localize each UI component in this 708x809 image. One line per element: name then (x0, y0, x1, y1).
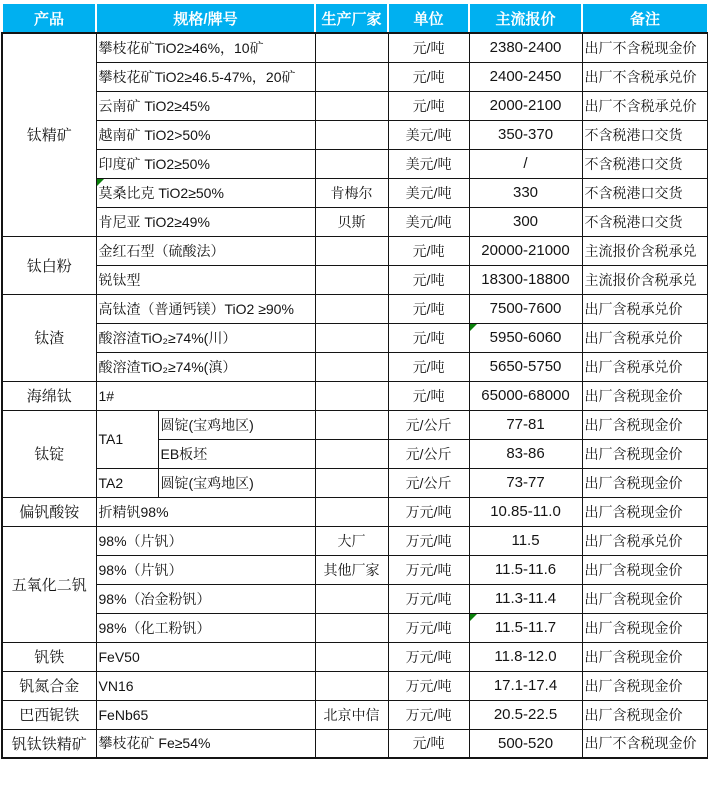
unit-cell: 元/吨 (388, 33, 469, 62)
table-row (2, 700, 708, 729)
price-cell: 5650-5750 (469, 352, 582, 381)
table-row (2, 91, 708, 120)
remark-cell: 出厂含税现金价 (582, 439, 708, 468)
price-text: 11.5-11.7 (494, 619, 557, 636)
table-row (2, 178, 708, 207)
col-header-product: 产品 (2, 3, 96, 33)
price-cell: 17.1-17.4 (469, 671, 582, 700)
price-cell: 65000-68000 (469, 381, 582, 410)
table-row (2, 120, 708, 149)
unit-cell: 元/吨 (388, 294, 469, 323)
product-cell: 钒钛铁精矿 (2, 729, 96, 758)
unit-cell: 元/吨 (388, 91, 469, 120)
unit-cell: 万元/吨 (388, 613, 469, 642)
unit-cell: 万元/吨 (388, 555, 469, 584)
unit-cell: 美元/吨 (388, 120, 469, 149)
remark-cell: 出厂含税现金价 (582, 410, 708, 439)
unit-cell: 元/吨 (388, 62, 469, 91)
price-cell: 10.85-11.0 (469, 497, 582, 526)
price-cell: 20000-21000 (469, 236, 582, 265)
remark-cell: 出厂不含税承兑价 (582, 91, 708, 120)
spec-cell: FeNb65 (96, 700, 315, 729)
manufacturer-cell: 贝斯 (315, 207, 388, 236)
table-row (2, 729, 708, 758)
remark-cell: 不含税港口交货 (582, 178, 708, 207)
unit-cell: 美元/吨 (388, 207, 469, 236)
spec-cell: 酸溶渣TiO₂≥74%(滇） (96, 352, 315, 381)
table-row (2, 555, 708, 584)
remark-cell: 主流报价含税承兑 (582, 265, 708, 294)
table-row (2, 33, 708, 62)
remark-cell: 出厂含税承兑价 (582, 352, 708, 381)
manufacturer-cell (315, 265, 388, 294)
price-cell (469, 323, 582, 352)
product-cell: 五氧化二钒 (2, 526, 96, 642)
unit-cell: 万元/吨 (388, 700, 469, 729)
price-cell: 330 (469, 178, 582, 207)
col-header-spec: 规格/牌号 (96, 3, 315, 33)
remark-cell: 出厂含税承兑价 (582, 294, 708, 323)
table-row (2, 613, 708, 642)
unit-cell: 元/公斤 (388, 468, 469, 497)
unit-cell: 元/公斤 (388, 410, 469, 439)
remark-cell: 主流报价含税承兑 (582, 236, 708, 265)
unit-cell: 元/吨 (388, 729, 469, 758)
spec-cell: 攀枝花矿 Fe≥54% (96, 729, 315, 758)
remark-cell: 出厂含税现金价 (582, 700, 708, 729)
table-row (2, 294, 708, 323)
price-cell: 500-520 (469, 729, 582, 758)
manufacturer-cell (315, 381, 388, 410)
table-row (2, 671, 708, 700)
grade-cell: TA2 (96, 468, 158, 497)
product-cell: 钛渣 (2, 294, 96, 381)
manufacturer-cell (315, 33, 388, 62)
price-cell: 20.5-22.5 (469, 700, 582, 729)
unit-cell: 美元/吨 (388, 178, 469, 207)
price-cell: 300 (469, 207, 582, 236)
unit-cell: 万元/吨 (388, 584, 469, 613)
spec-cell: 云南矿 TiO2≥45% (96, 91, 315, 120)
header-row (2, 3, 708, 33)
price-cell: 7500-7600 (469, 294, 582, 323)
manufacturer-cell (315, 294, 388, 323)
manufacturer-cell (315, 671, 388, 700)
manufacturer-cell (315, 236, 388, 265)
product-cell: 偏钒酸铵 (2, 497, 96, 526)
price-table (1, 2, 708, 759)
spec-cell: 98%（片钒） (96, 526, 315, 555)
spec-cell: 圆锭(宝鸡地区) (158, 410, 315, 439)
table-row (2, 149, 708, 178)
comment-flag-icon (97, 179, 104, 186)
unit-cell: 元/吨 (388, 381, 469, 410)
table-row (2, 381, 708, 410)
unit-cell: 美元/吨 (388, 149, 469, 178)
manufacturer-cell (315, 410, 388, 439)
remark-cell: 出厂含税现金价 (582, 671, 708, 700)
spec-cell: EB板坯 (158, 439, 315, 468)
spec-text: 莫桑比克 TiO2≥50% (98, 184, 224, 201)
table-row (2, 62, 708, 91)
table-row (2, 526, 708, 555)
unit-cell: 元/吨 (388, 323, 469, 352)
product-cell: 钛精矿 (2, 33, 96, 236)
price-cell: 73-77 (469, 468, 582, 497)
remark-cell: 出厂含税承兑价 (582, 526, 708, 555)
comment-flag-icon (470, 614, 477, 621)
remark-cell: 出厂含税承兑价 (582, 323, 708, 352)
manufacturer-cell (315, 352, 388, 381)
manufacturer-cell: 其他厂家 (315, 555, 388, 584)
spec-cell: 金红石型（硫酸法） (96, 236, 315, 265)
product-cell: 钛锭 (2, 410, 96, 497)
spec-cell: 98%（冶金粉钒） (96, 584, 315, 613)
remark-cell: 出厂含税现金价 (582, 613, 708, 642)
manufacturer-cell: 大厂 (315, 526, 388, 555)
manufacturer-cell (315, 323, 388, 352)
remark-cell: 出厂不含税承兑价 (582, 62, 708, 91)
manufacturer-cell (315, 497, 388, 526)
spec-cell: 折精钒98% (96, 497, 315, 526)
comment-flag-icon (470, 324, 477, 331)
table-row (2, 410, 708, 439)
price-cell: / (469, 149, 582, 178)
spec-cell: 锐钛型 (96, 265, 315, 294)
unit-cell: 万元/吨 (388, 526, 469, 555)
unit-cell: 元/吨 (388, 236, 469, 265)
col-header-price: 主流报价 (469, 3, 582, 33)
remark-cell: 出厂含税现金价 (582, 642, 708, 671)
table-row (2, 236, 708, 265)
table-row (2, 584, 708, 613)
unit-cell: 元/公斤 (388, 439, 469, 468)
product-cell: 钒氮合金 (2, 671, 96, 700)
price-cell: 11.8-12.0 (469, 642, 582, 671)
manufacturer-cell (315, 149, 388, 178)
spec-cell: 攀枝花矿TiO2≥46.5-47%，20矿 (96, 62, 315, 91)
unit-cell: 元/吨 (388, 352, 469, 381)
spec-cell: 1# (96, 381, 315, 410)
col-header-unit: 单位 (388, 3, 469, 33)
spec-cell: 攀枝花矿TiO2≥46%，10矿 (96, 33, 315, 62)
price-cell (469, 613, 582, 642)
unit-cell: 万元/吨 (388, 671, 469, 700)
price-cell: 2000-2100 (469, 91, 582, 120)
manufacturer-cell (315, 584, 388, 613)
manufacturer-cell (315, 91, 388, 120)
remark-cell: 出厂不含税现金价 (582, 729, 708, 758)
spec-cell: 酸溶渣TiO₂≥74%(川） (96, 323, 315, 352)
table-row (2, 207, 708, 236)
spec-cell: FeV50 (96, 642, 315, 671)
product-cell: 巴西铌铁 (2, 700, 96, 729)
product-cell: 钛白粉 (2, 236, 96, 294)
table-row (2, 265, 708, 294)
spec-cell: 高钛渣（普通钙镁）TiO2 ≥90% (96, 294, 315, 323)
grade-cell: TA1 (96, 410, 158, 468)
price-cell: 11.3-11.4 (469, 584, 582, 613)
price-cell: 77-81 (469, 410, 582, 439)
unit-cell: 万元/吨 (388, 497, 469, 526)
unit-cell: 万元/吨 (388, 642, 469, 671)
price-cell: 83-86 (469, 439, 582, 468)
col-header-manufacturer: 生产厂家 (315, 3, 388, 33)
price-cell: 18300-18800 (469, 265, 582, 294)
spec-cell (96, 178, 315, 207)
spec-cell: 肯尼亚 TiO2≥49% (96, 207, 315, 236)
remark-cell: 不含税港口交货 (582, 120, 708, 149)
table-row (2, 468, 708, 497)
price-cell: 2380-2400 (469, 33, 582, 62)
table-row (2, 352, 708, 381)
remark-cell: 出厂含税现金价 (582, 381, 708, 410)
remark-cell: 出厂含税现金价 (582, 497, 708, 526)
spec-cell: 越南矿 TiO2>50% (96, 120, 315, 149)
price-cell: 2400-2450 (469, 62, 582, 91)
remark-cell: 出厂含税现金价 (582, 468, 708, 497)
spec-cell: 圆锭(宝鸡地区) (158, 468, 315, 497)
spec-cell: 98%（化工粉钒） (96, 613, 315, 642)
manufacturer-cell (315, 62, 388, 91)
price-cell: 11.5-11.6 (469, 555, 582, 584)
product-cell: 钒铁 (2, 642, 96, 671)
table-row (2, 642, 708, 671)
manufacturer-cell (315, 613, 388, 642)
manufacturer-cell: 北京中信 (315, 700, 388, 729)
spec-cell: 印度矿 TiO2≥50% (96, 149, 315, 178)
remark-cell: 不含税港口交货 (582, 207, 708, 236)
manufacturer-cell (315, 120, 388, 149)
manufacturer-cell (315, 642, 388, 671)
price-cell: 350-370 (469, 120, 582, 149)
manufacturer-cell: 肯梅尔 (315, 178, 388, 207)
remark-cell: 出厂含税现金价 (582, 555, 708, 584)
remark-cell: 出厂不含税现金价 (582, 33, 708, 62)
remark-cell: 不含税港口交货 (582, 149, 708, 178)
unit-cell: 元/吨 (388, 265, 469, 294)
spec-cell: VN16 (96, 671, 315, 700)
manufacturer-cell (315, 439, 388, 468)
manufacturer-cell (315, 729, 388, 758)
spec-cell: 98%（片钒） (96, 555, 315, 584)
remark-cell: 出厂含税现金价 (582, 584, 708, 613)
price-text: 5950-6060 (489, 329, 562, 346)
table-row (2, 323, 708, 352)
table-row (2, 497, 708, 526)
price-cell: 11.5 (469, 526, 582, 555)
product-cell: 海绵钛 (2, 381, 96, 410)
col-header-remark: 备注 (582, 3, 708, 33)
manufacturer-cell (315, 468, 388, 497)
